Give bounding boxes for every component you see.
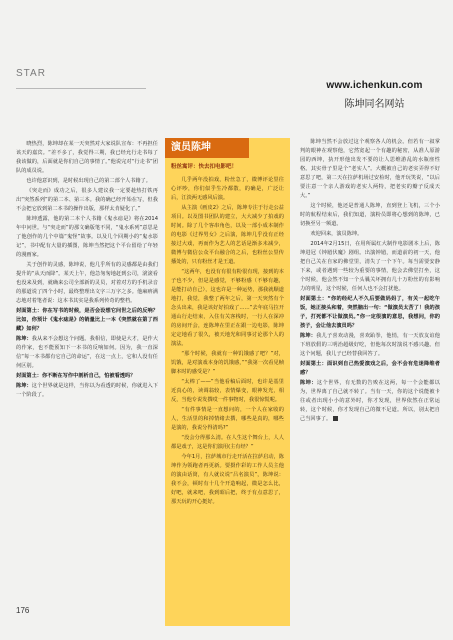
sidebar-body [171,176,284,622]
interview-answer [16,335,158,371]
sidebar-title: 演员陈坤 [165,138,249,158]
website-block [302,80,447,110]
answer-speaker: 陈坤： [300,380,317,386]
answer-text: 我从来不会想这个问题。我相信，即使是大才，是作大的作家，也不能预知下一本书的反响如何。因为，我一直深信“每一本书都有它自己的命运”，在这一点上，它和人没有任何区别。 [16,336,158,369]
body-paragraph: “那个时候，我就有一种饥饿感了吧？”对，饥饿，是对演戏本身的饥饿感，”“我第一次看见帧脚本时的感受是？” [171,351,284,375]
body-paragraph: 几乎两年没拍戏，粉丝急了，微博评论里往心评吵，你们似乎生冷都散，的确是，广泛让后，江淡两无感风后演。 [171,177,284,201]
body-paragraph: “没会分得那么清。在人生这个舞台上，人人都是戏子，这是你们演用(主有经？” [171,435,284,450]
body-paragraph: 从主演《画皮2》之后，陈坤专注于行走公益项目。以及图书团队的建立，大大减少了拍戏的时间。除了几个客串角色，以及一部小成本制作的电影《过界男女》之后演，陈坤几乎没有正经接过大戏，再而作为艺人的艺话是渐多未减少，微博与微信公众平台融合的之后，也粉丝公里传播处的，只有粉丝才是王道。 [171,205,284,265]
body-paragraph: “太棒了——”当他看稿后面时，也许是基里近真心的，读调翁较，表情爆变，眼神发光，相反，当他专说发撰哎一件事物时，我很惊慌呢。 [171,379,284,403]
answer-text: 这个世界，有无数的告败在这两，每一个会能都以为，世界离了自己就不转了。当有一天，你的这个说能被卡往或者出现小小的意外时，你才发现，世界依然在正常运转，这个时候，你才发现自己的微不足道。所以，别太把自己当回事了。 [300,380,440,422]
answer-speaker: 陈坤： [300,333,317,339]
interview-question: 封面第土：你在写书的时候，是否会设想它问世之后的反响？比如，你预计《鬼水痣是》的销量比上一本《突然就在第了西藏》如何？ [16,308,158,332]
body-paragraph: 关于创作的灵感，陈坤说，他几乎所有的灵感都是由我们提升的“从天而降”。某天上午，他急匆匆地赶到公司，滚滚看也没来及到，就确来公司全部新的灵员，对着对方的手机录音的那道说了四个小时，最终整理出文字三万字之多。他麻痹满志地对着笔者说：这本书其实是我系列传奇的整档。 [16,262,158,304]
header-rule [16,88,146,89]
website-url[interactable]: www.ichenkun.com [326,80,423,91]
left-column [16,140,158,600]
article-end-mark [333,416,338,421]
interview-question: 封面第土：你不断在写作中剖析自己，怕被看透吗？ [16,373,136,379]
body-paragraph: 陈坤透露，他的第二本个人书籍《鬼水痣是》将在2014年中问世。与“突走而”的那文确版笔不同，“鬼水系列”意思是了他创作的几个中篇“鬼怪”故事。以及几个回期小的“鬼水影记”，书中配有大量的插图，陈坤当然把这个平台留给了年轻的漫画家。 [16,216,158,258]
body-paragraph: 也许他意识到，是时候出现自己的第二部个人书籍了。 [26,178,151,184]
body-paragraph: 晓热烈，陈坤却在某一天突然对大家说队宣布：不再担任该天的嘉宾。“差不多了，我觉得三期，我已经允行走书每了我该做的，后面就是你们自己的事情了。”他说完对“行走书”团队的成员说。 [16,141,158,174]
body-paragraph: 今年1月，拉萨城市行走开活在拉萨启动，陈坤作为领跑者再更新。要摄作彩的工作人员主他的演由话筒，有人就议说“吕名演员”，陈坤说：我不会，顿时有十几个开造响起，微是怎么比，好吧，就来吧，我到昭后把，终于有点意思了，那天玩的开心挺好。 [171,454,284,505]
sidebar-box [165,138,290,626]
answer-speaker: 陈坤： [16,383,32,389]
answer-text: 这个世界就是这样，当你以为看透的时候，你就进入下一个阶段了。 [16,383,158,398]
body-paragraph: 欢迎回来，演员陈坤。 [310,231,363,237]
right-column [300,138,440,626]
interview-answer [300,379,440,424]
sidebar-subtitle: 粉丝寓评：快去扣电影吧！ [171,164,238,170]
body-paragraph: 2014年2月15日，在用所属红大制作电影剧本上后，陈坤进冠《钟馗伏魔》剧组。出演钟馗，而道前的初一天，他把自己关在自家的佛堂里，清失了一个下午。每当需要安静下来，或者遇到一些较为重要的事情，他会去佛堂打坐，这个时候，他会然不知一个头曩关坏拥有几十万粉丝的有影响力的明星，这个时候，任何人也不会打扰他。 [300,241,440,292]
page-number: 176 [16,606,30,615]
website-name: 陈坤同名网站 [344,99,405,110]
section-label: STAR [16,68,46,79]
body-paragraph: 《突走而》成功之后，很多人建议我一定要趁热打铁再出“突然系列”的第二本、第三本。我的确已经开始在写，但我不会把它放到第二本书的操作出版，那样太肯疑化了。” [16,188,158,212]
body-paragraph: “有件事情是一直想问的，一个人在家收的人，生活里的和掉情绪去撰，哪些是真的，哪些是演的，我说分得清吗?” [171,407,284,431]
interview-question: 封面第土：面识到自己热爱演戏之后，会不会有危迷降维者感？ [300,361,440,376]
interview-question: 封面第土：“你的经纪人不久后要做妈妈了，有关一起吃午饭，她正接头和着，突然脑出一句：“做演员太苦了！我的孩子，打死都不让做演员。”你一定很演的意思，我想问，你的孩子，会让他去演员吗？ [300,296,440,329]
body-paragraph: “这两年，也没有有很有粉很有现，接到的本子也不少，但是是感觉，不够粉感（不够有趣，是能打动自己），这也许是一种运势，那我就顺道地打，我觉，我整了两年之后，第一天突然有个念头出来，我是该好好拍戏了……”去年底马拉开通山行走结束，入住有关客栈时，一行人在深冲的房间开会，连陈坤在里正在跟一边电影，陈坤定定地看了很久，被天地光和同事讨论那个人的演法。 [171,269,284,347]
interview-answer [300,332,440,359]
body-paragraph: 这个时候，他还是普通人陈坤，直到登上飞机，三个小时的航程结束后，我们知道，演粉员即将心想到的陈坤，已切换至另一频道。 [300,203,440,227]
answer-text: 我儿子喜欢动漫，喜欢跆拳，他悄，有一天放友谊他下班放假的三明治超级好吃，但他每次时演说不感兴趣。但这个问题，我儿子已经替我回答了。 [300,333,440,357]
body-paragraph: 陈坤当然不会放过这个观察各人的机会。但若有一叙掌判的眼神在观察他，它然宽起一个有趣的秘密，从准人原游园的西坤，执开形他出发不要的让人思维游乱的水瓶座性格。其实骨子里是个“老实人”。大概被自己的老实弄得不好意思了吧，第二天在拉萨机场过安检时，他开玩笑说，“以后要注意一个亲人游戏的老实人两特，把老实的瓣子反成天大。” [300,139,440,199]
interview-answer [16,382,158,400]
answer-speaker: 陈坤： [16,336,32,342]
